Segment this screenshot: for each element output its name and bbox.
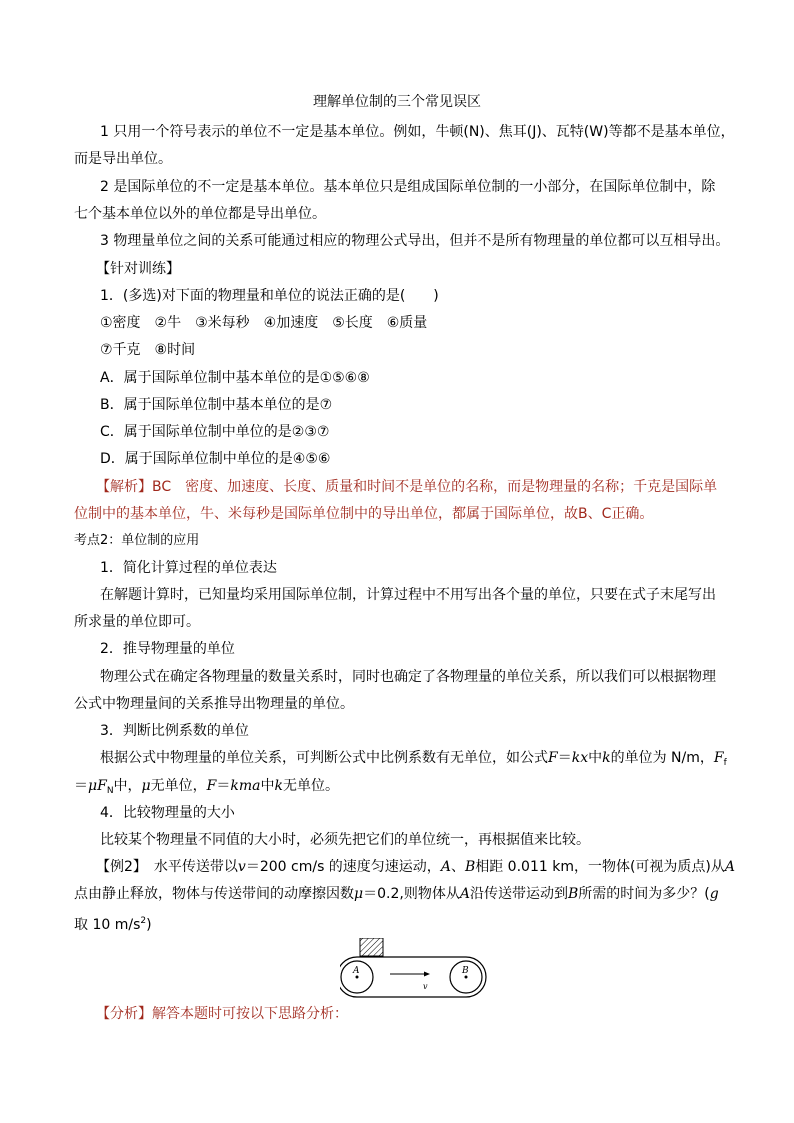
- option-a: A．属于国际单位制中基本单位的是①⑤⑥⑧: [100, 370, 370, 386]
- example-line-2: 点由静止释放，物体与传送带间的动摩擦因数μ＝0.2,则物体从A沿传送带运动到B所需的时间为多少？(g: [74, 886, 719, 902]
- label-a: A: [353, 966, 360, 976]
- section-4-title: 4．比较物理量的大小: [100, 805, 235, 821]
- page-title: 理解单位制的三个常见误区: [313, 94, 481, 110]
- example-analysis: 【分析】解答本题时可按以下思路分析：: [96, 1006, 348, 1022]
- label-b: B: [462, 966, 469, 976]
- analysis-line-2: 位制中的基本单位，牛、米每秒是国际单位制中的导出单位，都属于国际单位，故B、C正确。: [74, 506, 654, 522]
- section-1-title: 1．简化计算过程的单位表达: [100, 560, 277, 576]
- misconception-3: 3 物理量单位之间的关系可能通过相应的物理公式导出，但并不是所有物理量的单位都可以互相导出。: [100, 233, 730, 249]
- section-1-line-2: 所求量的单位即可。: [74, 614, 200, 630]
- training-question: 1．(多选)对下面的物理量和单位的说法正确的是( ): [100, 288, 439, 304]
- block-object: [360, 938, 383, 956]
- section-3-line-1: 根据公式中物理量的单位关系，可判断公式中比例系数有无单位，如公式F＝kx中k的单位为 N/m，$F_f$: [100, 750, 727, 768]
- section-1-line-1: 在解题计算时，已知量均采用国际单位制，计算过程中不用写出各个量的单位，只要在式子末尾写出: [100, 587, 716, 603]
- misconception-1-line-2: 而是导出单位。: [74, 151, 172, 167]
- velocity-arrowhead: [424, 972, 430, 977]
- belt: [340, 957, 486, 997]
- option-b: B．属于国际单位制中基本单位的是⑦: [100, 397, 333, 413]
- conveyor-belt-diagram: [340, 938, 490, 998]
- misconception-2-line-1: 2 是国际单位的不一定是基本单位。基本单位只是组成国际单位制的一小部分，在国际单位制中，除: [100, 179, 716, 195]
- training-items-line-2: ⑦千克 ⑧时间: [100, 342, 196, 358]
- kaodian-heading: 考点2：单位制的应用: [74, 533, 200, 548]
- section-3-title: 3．判断比例系数的单位: [100, 723, 249, 739]
- option-c: C．属于国际单位制中单位的是②③⑦: [100, 424, 330, 440]
- training-heading: 【针对训练】: [96, 261, 180, 277]
- label-v: v: [423, 982, 428, 991]
- section-3-line-2: $=\mu F_N$中，μ无单位，F＝kma中k无单位。: [74, 778, 339, 796]
- training-items-line-1: ①密度 ②牛 ③米每秒 ④加速度 ⑤长度 ⑥质量: [100, 315, 428, 331]
- analysis-line-1: 【解析】BC 密度、加速度、长度、质量和时间不是单位的名称，而是物理量的名称；千克是国际单: [96, 479, 718, 495]
- option-d: D．属于国际单位制中单位的是④⑤⑥: [100, 451, 331, 467]
- section-2-line-1: 物理公式在确定各物理量的数量关系时，同时也确定了各物理量的单位关系，所以我们可以根据物理: [100, 669, 716, 685]
- example-line-3: 取 10 $m/s^2$): [74, 916, 152, 933]
- misconception-2-line-2: 七个基本单位以外的单位都是导出单位。: [74, 206, 326, 222]
- section-2-line-2: 公式中物理量间的关系推导出物理量的单位。: [74, 696, 354, 712]
- misconception-1-line-1: 1 只用一个符号表示的单位不一定是基本单位。例如，牛顿(N)、焦耳(J)、瓦特(W)等都不是基本单位，: [100, 124, 735, 140]
- example-line-1: 【例2】 水平传送带以v＝200 cm/s 的速度匀速运动，A、B相距 0.011 km，一物体(可视为质点)从A: [96, 859, 736, 875]
- section-2-title: 2．推导物理量的单位: [100, 641, 235, 657]
- section-4-line-1: 比较某个物理量不同值的大小时，必须先把它们的单位统一，再根据值来比较。: [100, 832, 590, 848]
